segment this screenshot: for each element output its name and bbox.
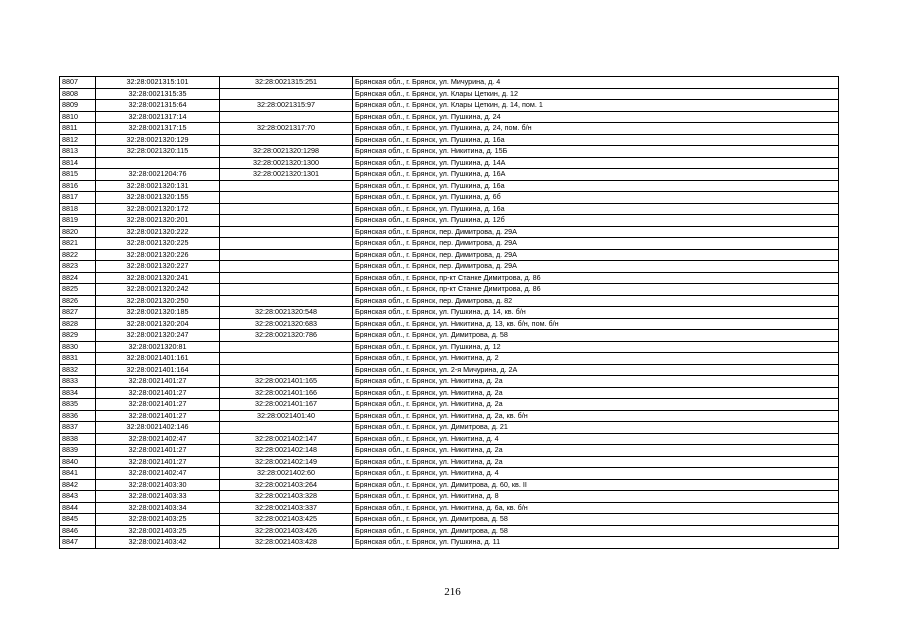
row-number-cell: 8807 <box>60 77 96 89</box>
object-number-cell: 32:28:0021401:167 <box>220 399 353 411</box>
row-number-cell: 8831 <box>60 353 96 365</box>
address-cell: Брянская обл., г. Брянск, пер. Димитрова, д. 29А <box>353 249 839 261</box>
address-cell: Брянская обл., г. Брянск, ул. Никитина, д. 2 <box>353 353 839 365</box>
table-row <box>60 215 839 227</box>
object-number-cell <box>220 422 353 434</box>
table-row <box>60 364 839 376</box>
object-number-cell <box>220 238 353 250</box>
cadastral-number-cell: 32:28:0021315:64 <box>96 100 220 112</box>
row-number-cell: 8810 <box>60 111 96 123</box>
cadastral-number-cell: 32:28:0021401:27 <box>96 399 220 411</box>
cadastral-number-cell: 32:28:0021401:164 <box>96 364 220 376</box>
cadastral-number-cell: 32:28:0021317:14 <box>96 111 220 123</box>
address-cell: Брянская обл., г. Брянск, ул. Пушкина, д. 14А <box>353 157 839 169</box>
table-row <box>60 146 839 158</box>
cadastral-number-cell: 32:28:0021403:42 <box>96 537 220 549</box>
object-number-cell: 32:28:0021401:165 <box>220 376 353 388</box>
cadastral-number-cell: 32:28:0021403:30 <box>96 479 220 491</box>
table-row <box>60 330 839 342</box>
row-number-cell: 8837 <box>60 422 96 434</box>
object-number-cell: 32:28:0021403:264 <box>220 479 353 491</box>
row-number-cell: 8844 <box>60 502 96 514</box>
cadastral-number-cell: 32:28:0021320:241 <box>96 272 220 284</box>
table-row <box>60 445 839 457</box>
table-row <box>60 134 839 146</box>
table-row <box>60 422 839 434</box>
cadastral-number-cell: 32:28:0021401:27 <box>96 376 220 388</box>
registry-table-body <box>60 77 839 549</box>
cadastral-number-cell: 32:28:0021320:129 <box>96 134 220 146</box>
object-number-cell <box>220 134 353 146</box>
row-number-cell: 8832 <box>60 364 96 376</box>
table-row <box>60 295 839 307</box>
address-cell: Брянская обл., г. Брянск, пер. Димитрова, д. 29А <box>353 238 839 250</box>
row-number-cell: 8835 <box>60 399 96 411</box>
table-row <box>60 77 839 89</box>
object-number-cell <box>220 203 353 215</box>
cadastral-number-cell: 32:28:0021401:27 <box>96 445 220 457</box>
row-number-cell: 8815 <box>60 169 96 181</box>
object-number-cell: 32:28:0021320:1298 <box>220 146 353 158</box>
object-number-cell: 32:28:0021320:1300 <box>220 157 353 169</box>
address-cell: Брянская обл., г. Брянск, ул. Никитина, д. 6а, кв. б/н <box>353 502 839 514</box>
address-cell: Брянская обл., г. Брянск, ул. Пушкина, д. 6б <box>353 192 839 204</box>
object-number-cell <box>220 180 353 192</box>
row-number-cell: 8813 <box>60 146 96 158</box>
table-row <box>60 307 839 319</box>
object-number-cell: 32:28:0021403:426 <box>220 525 353 537</box>
row-number-cell: 8826 <box>60 295 96 307</box>
cadastral-number-cell: 32:28:0021320:222 <box>96 226 220 238</box>
object-number-cell: 32:28:0021401:166 <box>220 387 353 399</box>
cadastral-number-cell: 32:28:0021401:27 <box>96 410 220 422</box>
cadastral-number-cell: 32:28:0021402:47 <box>96 433 220 445</box>
cadastral-number-cell: 32:28:0021320:201 <box>96 215 220 227</box>
object-number-cell <box>220 111 353 123</box>
cadastral-number-cell: 32:28:0021401:161 <box>96 353 220 365</box>
address-cell: Брянская обл., г. Брянск, ул. Пушкина, д. 16а <box>353 134 839 146</box>
object-number-cell: 32:28:0021320:1301 <box>220 169 353 181</box>
cadastral-number-cell: 32:28:0021320:242 <box>96 284 220 296</box>
row-number-cell: 8834 <box>60 387 96 399</box>
table-row <box>60 491 839 503</box>
cadastral-number-cell: 32:28:0021403:25 <box>96 514 220 526</box>
cadastral-number-cell: 32:28:0021401:27 <box>96 387 220 399</box>
table-row <box>60 514 839 526</box>
table-row <box>60 261 839 273</box>
row-number-cell: 8840 <box>60 456 96 468</box>
address-cell: Брянская обл., г. Брянск, ул. Димитрова, д. 58 <box>353 330 839 342</box>
row-number-cell: 8830 <box>60 341 96 353</box>
object-number-cell <box>220 353 353 365</box>
address-cell: Брянская обл., г. Брянск, пер. Димитрова, д. 29А <box>353 226 839 238</box>
table-row <box>60 433 839 445</box>
cadastral-number-cell: 32:28:0021320:155 <box>96 192 220 204</box>
address-cell: Брянская обл., г. Брянск, ул. 2-я Мичурина, д. 2А <box>353 364 839 376</box>
row-number-cell: 8821 <box>60 238 96 250</box>
cadastral-number-cell: 32:28:0021315:35 <box>96 88 220 100</box>
object-number-cell: 32:28:0021403:428 <box>220 537 353 549</box>
address-cell: Брянская обл., г. Брянск, ул. Никитина, д. 15Б <box>353 146 839 158</box>
table-row <box>60 111 839 123</box>
object-number-cell <box>220 215 353 227</box>
row-number-cell: 8833 <box>60 376 96 388</box>
address-cell: Брянская обл., г. Брянск, ул. Димитрова, д. 21 <box>353 422 839 434</box>
object-number-cell: 32:28:0021402:148 <box>220 445 353 457</box>
address-cell: Брянская обл., г. Брянск, ул. Никитина, д. 4 <box>353 468 839 480</box>
cadastral-number-cell: 32:28:0021320:131 <box>96 180 220 192</box>
address-cell: Брянская обл., г. Брянск, ул. Никитина, д. 2а <box>353 456 839 468</box>
table-row <box>60 192 839 204</box>
row-number-cell: 8809 <box>60 100 96 112</box>
address-cell: Брянская обл., г. Брянск, пр-кт Станке Димитрова, д. 86 <box>353 284 839 296</box>
object-number-cell <box>220 226 353 238</box>
row-number-cell: 8839 <box>60 445 96 457</box>
address-cell: Брянская обл., г. Брянск, ул. Пушкина, д. 16а <box>353 180 839 192</box>
address-cell: Брянская обл., г. Брянск, ул. Никитина, д. 13, кв. б/н, пом. б/н <box>353 318 839 330</box>
row-number-cell: 8817 <box>60 192 96 204</box>
cadastral-number-cell: 32:28:0021320:226 <box>96 249 220 261</box>
row-number-cell: 8847 <box>60 537 96 549</box>
cadastral-number-cell: 32:28:0021403:33 <box>96 491 220 503</box>
object-number-cell: 32:28:0021403:328 <box>220 491 353 503</box>
cadastral-number-cell: 32:28:0021317:15 <box>96 123 220 135</box>
object-number-cell <box>220 295 353 307</box>
address-cell: Брянская обл., г. Брянск, пр-кт Станке Димитрова, д. 86 <box>353 272 839 284</box>
table-row <box>60 238 839 250</box>
cadastral-number-cell: 32:28:0021320:225 <box>96 238 220 250</box>
row-number-cell: 8812 <box>60 134 96 146</box>
row-number-cell: 8827 <box>60 307 96 319</box>
object-number-cell <box>220 88 353 100</box>
cadastral-number-cell: 32:28:0021320:81 <box>96 341 220 353</box>
address-cell: Брянская обл., г. Брянск, ул. Димитрова, д. 58 <box>353 514 839 526</box>
row-number-cell: 8825 <box>60 284 96 296</box>
address-cell: Брянская обл., г. Брянск, ул. Пушкина, д. 24 <box>353 111 839 123</box>
object-number-cell <box>220 272 353 284</box>
address-cell: Брянская обл., г. Брянск, ул. Димитрова, д. 58 <box>353 525 839 537</box>
object-number-cell: 32:28:0021403:425 <box>220 514 353 526</box>
address-cell: Брянская обл., г. Брянск, ул. Никитина, д. 4 <box>353 433 839 445</box>
address-cell: Брянская обл., г. Брянск, ул. Пушкина, д. 12 <box>353 341 839 353</box>
row-number-cell: 8836 <box>60 410 96 422</box>
cadastral-number-cell: 32:28:0021320:185 <box>96 307 220 319</box>
address-cell: Брянская обл., г. Брянск, ул. Мичурина, д. 4 <box>353 77 839 89</box>
address-cell: Брянская обл., г. Брянск, ул. Никитина, д. 8 <box>353 491 839 503</box>
table-row <box>60 456 839 468</box>
row-number-cell: 8824 <box>60 272 96 284</box>
table-row <box>60 226 839 238</box>
table-row <box>60 249 839 261</box>
address-cell: Брянская обл., г. Брянск, ул. Пушкина, д. 16а <box>353 203 839 215</box>
address-cell: Брянская обл., г. Брянск, ул. Никитина, д. 2а <box>353 399 839 411</box>
table-row <box>60 318 839 330</box>
object-number-cell: 32:28:0021315:251 <box>220 77 353 89</box>
object-number-cell: 32:28:0021403:337 <box>220 502 353 514</box>
object-number-cell: 32:28:0021401:40 <box>220 410 353 422</box>
table-row <box>60 123 839 135</box>
table-row <box>60 387 839 399</box>
address-cell: Брянская обл., г. Брянск, ул. Пушкина, д. 12б <box>353 215 839 227</box>
row-number-cell: 8808 <box>60 88 96 100</box>
table-row <box>60 399 839 411</box>
object-number-cell <box>220 364 353 376</box>
object-number-cell <box>220 341 353 353</box>
address-cell: Брянская обл., г. Брянск, ул. Никитина, д. 2а, кв. б/н <box>353 410 839 422</box>
address-cell: Брянская обл., г. Брянск, пер. Димитрова, д. 82 <box>353 295 839 307</box>
cadastral-number-cell: 32:28:0021402:146 <box>96 422 220 434</box>
table-row <box>60 376 839 388</box>
cadastral-number-cell: 32:28:0021315:101 <box>96 77 220 89</box>
cadastral-number-cell: 32:28:0021320:227 <box>96 261 220 273</box>
cadastral-number-cell: 32:28:0021320:172 <box>96 203 220 215</box>
row-number-cell: 8822 <box>60 249 96 261</box>
row-number-cell: 8843 <box>60 491 96 503</box>
cadastral-number-cell: 32:28:0021320:250 <box>96 295 220 307</box>
table-row <box>60 100 839 112</box>
row-number-cell: 8816 <box>60 180 96 192</box>
cadastral-number-cell: 32:28:0021320:204 <box>96 318 220 330</box>
row-number-cell: 8842 <box>60 479 96 491</box>
table-row <box>60 272 839 284</box>
table-row <box>60 468 839 480</box>
table-row <box>60 353 839 365</box>
table-row <box>60 284 839 296</box>
address-cell: Брянская обл., г. Брянск, ул. Никитина, д. 2а <box>353 387 839 399</box>
table-row <box>60 410 839 422</box>
address-cell: Брянская обл., г. Брянск, ул. Пушкина, д. 14, кв. б/н <box>353 307 839 319</box>
object-number-cell <box>220 261 353 273</box>
registry-table <box>59 76 839 549</box>
table-row <box>60 479 839 491</box>
cadastral-number-cell: 32:28:0021403:25 <box>96 525 220 537</box>
object-number-cell: 32:28:0021320:786 <box>220 330 353 342</box>
address-cell: Брянская обл., г. Брянск, ул. Клары Цеткин, д. 12 <box>353 88 839 100</box>
object-number-cell: 32:28:0021317:70 <box>220 123 353 135</box>
row-number-cell: 8828 <box>60 318 96 330</box>
row-number-cell: 8820 <box>60 226 96 238</box>
object-number-cell: 32:28:0021315:97 <box>220 100 353 112</box>
table-row <box>60 502 839 514</box>
object-number-cell <box>220 284 353 296</box>
table-row <box>60 525 839 537</box>
row-number-cell: 8818 <box>60 203 96 215</box>
table-row <box>60 537 839 549</box>
table-row <box>60 180 839 192</box>
address-cell: Брянская обл., г. Брянск, ул. Пушкина, д. 16А <box>353 169 839 181</box>
address-cell: Брянская обл., г. Брянск, ул. Пушкина, д. 11 <box>353 537 839 549</box>
table-row <box>60 157 839 169</box>
row-number-cell: 8823 <box>60 261 96 273</box>
page-number: 216 <box>444 586 461 598</box>
object-number-cell: 32:28:0021402:147 <box>220 433 353 445</box>
row-number-cell: 8819 <box>60 215 96 227</box>
table-row <box>60 203 839 215</box>
table-row <box>60 88 839 100</box>
table-row <box>60 169 839 181</box>
cadastral-number-cell <box>96 157 220 169</box>
row-number-cell: 8845 <box>60 514 96 526</box>
address-cell: Брянская обл., г. Брянск, ул. Клары Цеткин, д. 14, пом. 1 <box>353 100 839 112</box>
table-row <box>60 341 839 353</box>
cadastral-number-cell: 32:28:0021320:247 <box>96 330 220 342</box>
object-number-cell: 32:28:0021402:149 <box>220 456 353 468</box>
row-number-cell: 8841 <box>60 468 96 480</box>
address-cell: Брянская обл., г. Брянск, ул. Никитина, д. 2а <box>353 376 839 388</box>
cadastral-number-cell: 32:28:0021401:27 <box>96 456 220 468</box>
address-cell: Брянская обл., г. Брянск, ул. Никитина, д. 2а <box>353 445 839 457</box>
object-number-cell: 32:28:0021320:683 <box>220 318 353 330</box>
row-number-cell: 8846 <box>60 525 96 537</box>
row-number-cell: 8811 <box>60 123 96 135</box>
object-number-cell <box>220 192 353 204</box>
address-cell: Брянская обл., г. Брянск, пер. Димитрова, д. 29А <box>353 261 839 273</box>
cadastral-number-cell: 32:28:0021320:115 <box>96 146 220 158</box>
cadastral-number-cell: 32:28:0021403:34 <box>96 502 220 514</box>
object-number-cell: 32:28:0021402:60 <box>220 468 353 480</box>
address-cell: Брянская обл., г. Брянск, ул. Димитрова, д. 60, кв. II <box>353 479 839 491</box>
row-number-cell: 8838 <box>60 433 96 445</box>
object-number-cell: 32:28:0021320:548 <box>220 307 353 319</box>
cadastral-number-cell: 32:28:0021204:76 <box>96 169 220 181</box>
row-number-cell: 8814 <box>60 157 96 169</box>
row-number-cell: 8829 <box>60 330 96 342</box>
address-cell: Брянская обл., г. Брянск, ул. Пушкина, д. 24, пом. б/н <box>353 123 839 135</box>
cadastral-number-cell: 32:28:0021402:47 <box>96 468 220 480</box>
object-number-cell <box>220 249 353 261</box>
